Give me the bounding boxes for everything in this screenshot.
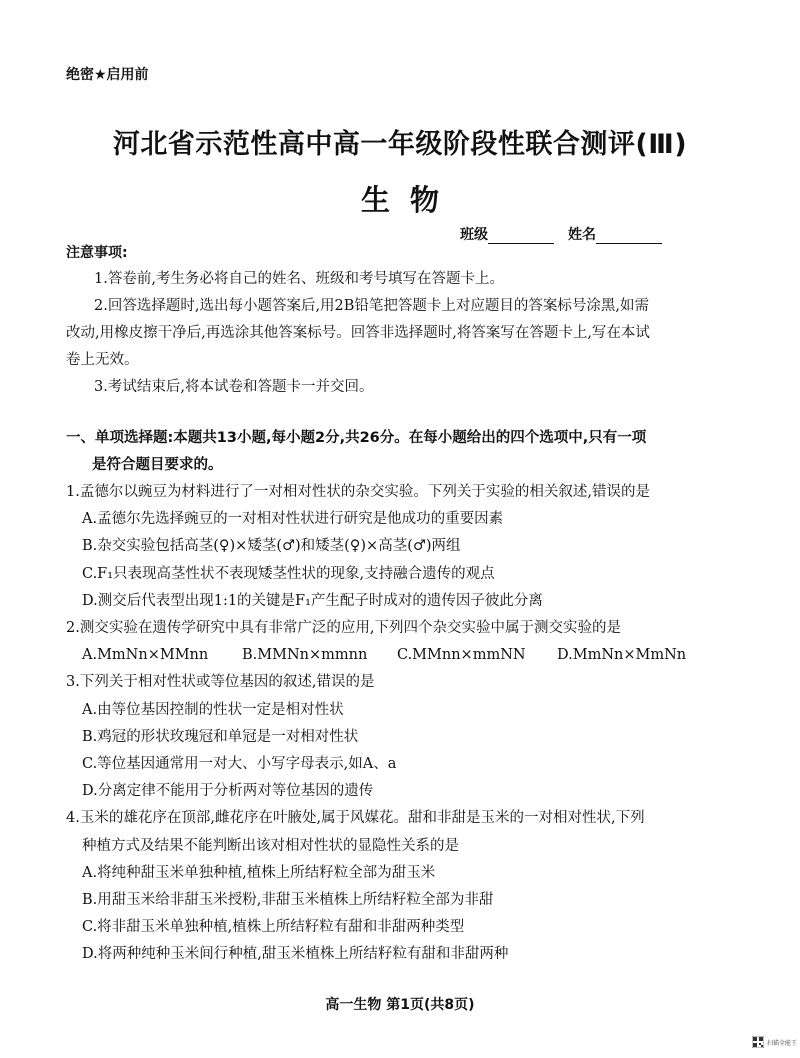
question-3-option-b[interactable]: B.鸡冠的形状玫瑰冠和单冠是一对相对性状 [82, 728, 359, 745]
class-name-row [460, 224, 676, 244]
question-2-option-a[interactable]: A.MmNn×MMnn [82, 647, 209, 664]
notice-item: 1.答卷前,考生务必将自己的姓名、班级和考号填写在答题卡上。 [94, 271, 504, 287]
question-3-option-a[interactable]: A.由等位基因控制的性状一定是相对性状 [82, 701, 344, 718]
qr-code-icon [752, 1036, 764, 1048]
question-1-stem: 1.孟德尔以豌豆为材料进行了一对相对性状的杂交实验。下列关于实验的相关叙述,错误的是 [66, 484, 650, 500]
notice-item: 2.回答选择题时,选出每小题答案后,用2B铅笔把答题卡上对应题目的答案标号涂黑,如需 [94, 298, 650, 314]
question-2-option-c[interactable]: C.MMnn×mmNN [397, 647, 526, 664]
question-1-option-c[interactable]: C.F₁只表现高茎性状不表现矮茎性状的现象,支持融合遗传的观点 [82, 565, 495, 582]
name-label: 姓名 [568, 227, 596, 243]
notice-heading: 注意事项: [66, 245, 128, 261]
question-4-option-b[interactable]: B.用甜玉米给非甜玉米授粉,非甜玉米植株上所结籽粒全部为非甜 [82, 892, 494, 909]
question-1-option-b[interactable]: B.杂交实验包括高茎(♀)×矮茎(♂)和矮茎(♀)×高茎(♂)两组 [82, 538, 461, 555]
notice-item: 卷上无效。 [66, 352, 139, 368]
question-4-option-a[interactable]: A.将纯种甜玉米单独种植,植株上所结籽粒全部为甜玉米 [82, 864, 436, 881]
section-heading [66, 425, 706, 479]
page-footer: 高一生物 第1页(共8页) [325, 997, 475, 1013]
notice-item: 3.考试结束后,将本试卷和答题卡一并交回。 [94, 379, 374, 395]
class-label: 班级 [460, 227, 488, 243]
question-2-option-b[interactable]: B.MMNn×mmnn [242, 647, 368, 664]
question-1-option-a[interactable]: A.孟德尔先选择豌豆的一对相对性状进行研究是他成功的重要因素 [82, 511, 504, 528]
question-4-option-d[interactable]: D.将两种纯种玉米间行种植,甜玉米植株上所结籽粒有甜和非甜两种 [82, 946, 509, 963]
question-4-stem-continued: 种植方式及结果不能判断出该对相对性状的显隐性关系的是 [82, 837, 459, 854]
question-2-stem: 2.测交实验在遗传学研究中具有非常广泛的应用,下列四个杂交实验中属于测交实验的是 [66, 620, 621, 637]
secret-label: 绝密★启用前 [66, 67, 149, 83]
section-line-2: 是符合题目要求的。 [92, 457, 223, 473]
question-4-stem: 4.玉米的雄花序在顶部,雌花序在叶腋处,属于风媒花。甜和非甜是玉米的一对相对性状,下列 [66, 810, 645, 827]
scanner-watermark [752, 1036, 797, 1048]
section-line-1: 一、单项选择题:本题共13小题,每小题2分,共26分。在每小题给出的四个选项中,只有一项 [66, 430, 647, 446]
question-3-option-d[interactable]: D.分离定律不能用于分析两对等位基因的遗传 [82, 783, 374, 800]
question-3-option-c[interactable]: C.等位基因通常用一对大、小写字母表示,如A、a [82, 756, 397, 773]
class-blank[interactable] [488, 229, 554, 244]
question-list [66, 479, 706, 969]
scanner-watermark-text: 扫描全能王 [767, 1039, 798, 1047]
notice-body [66, 266, 702, 401]
notice-item: 改动,用橡皮擦干净后,再选涂其他答案标号。回答非选择题时,将答案写在答题卡上,写在本试 [66, 325, 650, 341]
exam-title: 河北省示范性高中高一年级阶段性联合测评(Ⅲ) [112, 129, 688, 160]
name-blank[interactable] [596, 229, 662, 244]
question-2-options [66, 642, 706, 669]
question-2-option-d[interactable]: D.MmNn×MmNn [557, 647, 687, 664]
question-1-option-d[interactable]: D.测交后代表型出现1:1的关键是F₁产生配子时成对的遗传因子彼此分离 [82, 592, 543, 609]
question-4-option-c[interactable]: C.将非甜玉米单独种植,植株上所结籽粒有甜和非甜两种类型 [82, 919, 465, 936]
subject-title: 生物 [360, 183, 459, 217]
question-3-stem: 3.下列关于相对性状或等位基因的叙述,错误的是 [66, 674, 375, 691]
